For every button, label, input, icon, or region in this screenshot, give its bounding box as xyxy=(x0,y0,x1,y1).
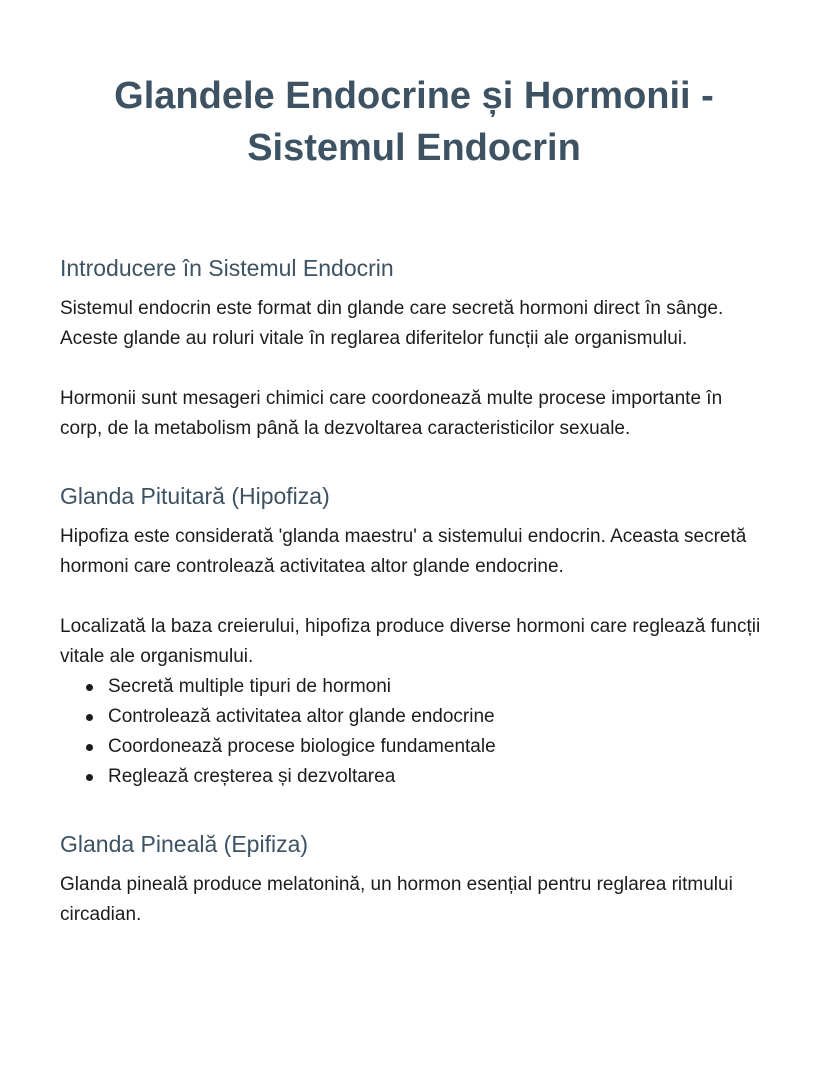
section-heading: Glanda Pineală (Epifiza) xyxy=(60,831,309,857)
paragraph: Hormonii sunt mesageri chimici care coordonează multe procese importante în corp, de la metabolism până la dezvoltarea caracteristicilor sexuale. xyxy=(60,388,723,439)
paragraph: Localizată la baza creierului, hipofiza produce diverse hormoni care reglează funcții vitale ale organismului. xyxy=(60,616,761,667)
paragraph-spacer xyxy=(60,354,768,384)
section-glanda-pineala xyxy=(60,829,768,930)
list-item-text: Coordonează procese biologice fundamentale xyxy=(108,736,496,757)
list-item-text: Secretă multiple tipuri de hormoni xyxy=(108,676,392,697)
section-heading: Introducere în Sistemul Endocrin xyxy=(60,255,394,281)
list-item xyxy=(108,702,768,732)
paragraph-spacer xyxy=(60,582,768,612)
section-glanda-pituitara xyxy=(60,481,768,792)
document-title: Glandele Endocrine și Hormonii - Sistemul Endocrin xyxy=(114,75,714,169)
list-item xyxy=(108,732,768,762)
list-item xyxy=(108,672,768,702)
list-item-text: Reglează creșterea și dezvoltarea xyxy=(108,766,396,787)
section-introducere xyxy=(60,253,768,444)
paragraph: Glanda pineală produce melatonină, un hormon esențial pentru reglarea ritmului circadian. xyxy=(60,874,733,925)
list-item-text: Controlează activitatea altor glande endocrine xyxy=(108,706,495,727)
section-heading: Glanda Pituitară (Hipofiza) xyxy=(60,483,330,509)
bullet-icon xyxy=(86,744,93,751)
bullet-list xyxy=(60,672,768,792)
paragraph: Sistemul endocrin este format din glande care secretă hormoni direct în sânge. Aceste glande au roluri vitale în reglarea diferitelor funcții ale organismului. xyxy=(60,298,724,349)
bullet-icon xyxy=(86,774,93,781)
list-item xyxy=(108,762,768,792)
paragraph: Hipofiza este considerată 'glanda maestru' a sistemului endocrin. Aceasta secretă hormoni care controlează activitatea altor glande endocrine. xyxy=(60,526,747,577)
bullet-icon xyxy=(86,714,93,721)
bullet-icon xyxy=(86,684,93,691)
